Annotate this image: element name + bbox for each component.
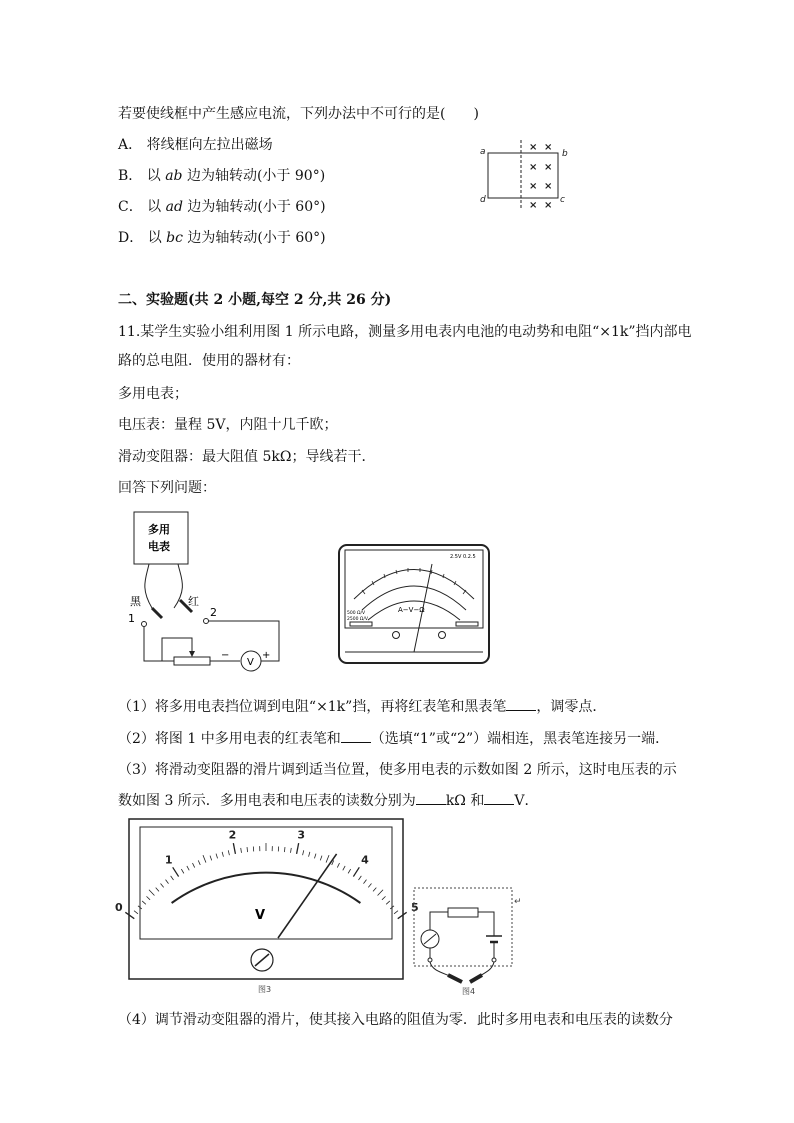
option-a: [118, 135, 273, 155]
option-text: 以: [147, 230, 167, 246]
question-11-stem-line1: 11.某学生实验小组利用图 1 所示电路，测量多用电表内电池的电动势和电阻“×1k”挡内部电: [118, 324, 692, 340]
option-d: [118, 228, 326, 248]
answer-prompt: 回答下列问题：: [118, 480, 216, 496]
jack: [428, 958, 432, 962]
option-text: 以: [147, 199, 166, 215]
probe: [470, 975, 482, 982]
slider-arrow: [189, 651, 195, 657]
scale-label: A−V−Ω: [398, 606, 425, 614]
terminal-1: [142, 622, 147, 627]
voltmeter-tick: [247, 847, 248, 852]
rheostat: [174, 657, 210, 665]
multimeter-label-1: 多用: [148, 523, 170, 536]
field-mark: ×: [544, 142, 553, 153]
option-text: 边为轴转动(小于 60°): [182, 230, 326, 246]
multimeter-label-2: 电表: [148, 540, 170, 553]
sub-question-text: （选填“1”或“2”）端相连，黑表笔连接另一端．: [370, 731, 670, 747]
mirror-strip: [456, 622, 478, 626]
figure-4-internal-circuit: [410, 886, 528, 998]
coil-field-figure: [478, 138, 578, 212]
option-letter: D．: [118, 230, 144, 246]
internal-resistor: [448, 908, 478, 917]
option-axis: bc: [166, 230, 183, 246]
test-lead: [430, 962, 450, 976]
sensitivity-label-1: 500 Ω/V: [347, 611, 366, 616]
voltmeter-tick-label: 4: [361, 853, 369, 867]
range-mark: 2.5V 0.2.5: [450, 554, 476, 560]
black-probe: [152, 608, 162, 618]
option-b: [118, 166, 325, 186]
sub-question-2: [118, 728, 669, 749]
sub-question-4-line1: （4）调节滑动变阻器的滑片，使其接入电路的阻值为零．此时多用电表和电压表的读数分: [118, 1012, 673, 1028]
wire: [144, 627, 174, 661]
voltmeter-tick-label: 5: [410, 901, 419, 915]
option-text: 将线框向左拉出磁场: [146, 137, 273, 153]
mirror-strip: [350, 622, 372, 626]
figure-3-caption: 图3: [258, 985, 272, 994]
voltmeter-minus: −: [221, 650, 230, 661]
wire: [478, 912, 494, 936]
voltmeter-tick-label: 0: [115, 901, 123, 915]
sub-question-text: V．: [514, 793, 539, 809]
voltmeter-label: V: [247, 657, 254, 668]
adjust-screw: [393, 632, 400, 639]
sub-question-3-line2: [118, 790, 538, 811]
answer-blank: [341, 728, 371, 743]
field-mark: ×: [544, 162, 553, 173]
sub-question-1: [118, 696, 606, 717]
terminal-2-label: 2: [210, 606, 217, 619]
question-11-stem-line2: 路的总电阻．使用的器材有：: [118, 353, 300, 369]
dashed-enclosure: [414, 888, 512, 966]
test-lead: [480, 962, 494, 976]
option-letter: B．: [118, 168, 143, 184]
voltmeter-tick-label: 2: [228, 828, 237, 842]
equipment-1: 多用电表；: [118, 386, 188, 402]
figure-4-caption: 图4: [462, 987, 476, 996]
return-mark: ↵: [514, 897, 522, 907]
voltmeter-tick-label: 3: [297, 828, 306, 842]
field-mark: ×: [529, 162, 538, 173]
vertex-d: d: [480, 195, 486, 205]
figure-1-circuit: [118, 508, 293, 678]
field-mark: ×: [529, 142, 538, 153]
wire: [430, 912, 448, 930]
figure-3-voltmeter: [115, 818, 419, 996]
voltmeter-tick-label: 1: [164, 853, 173, 867]
voltmeter-tick: [284, 847, 285, 852]
field-mark: ×: [529, 200, 538, 211]
answer-blank: [484, 790, 514, 805]
voltmeter-plus: +: [262, 650, 271, 661]
vertex-c: c: [560, 195, 565, 205]
section-heading: 二、实验题(共 2 小题,每空 2 分,共 26 分): [118, 292, 392, 308]
option-axis: ad: [165, 199, 183, 215]
answer-blank: [416, 790, 446, 805]
red-label: 红: [188, 595, 199, 608]
option-axis: ab: [165, 168, 183, 184]
sensitivity-label-2: 2500 Ω/V: [347, 617, 368, 622]
field-mark: ×: [529, 181, 538, 192]
option-c: [118, 197, 326, 217]
equipment-2: 电压表：量程 5V，内阻十几千欧；: [118, 417, 338, 433]
voltmeter-unit: V: [255, 908, 266, 923]
equipment-3: 滑动变阻器：最大阻值 5kΩ；导线若干．: [118, 449, 376, 465]
field-mark: ×: [544, 200, 553, 211]
sub-question-text: （1）将多用电表挡位调到电阻“×1k”挡，再将红表笔和黑表笔: [118, 699, 507, 715]
option-letter: C．: [118, 199, 143, 215]
answer-blank: [506, 696, 536, 711]
sub-question-text: kΩ 和: [445, 793, 485, 809]
option-text: 边为轴转动(小于 90°): [182, 168, 326, 184]
figure-2-multimeter-dial: [338, 544, 490, 668]
vertex-a: a: [480, 147, 486, 157]
option-text: 以: [146, 168, 166, 184]
jack: [492, 958, 496, 962]
terminal-1-label: 1: [128, 612, 135, 625]
black-label: 黑: [130, 595, 141, 608]
terminal-2: [204, 619, 209, 624]
sub-question-3-line1: （3）将滑动变阻器的滑片调到适当位置，使多用电表的示数如图 2 所示，这时电压表的示: [118, 762, 677, 778]
field-mark: ×: [544, 181, 553, 192]
question-10-stem: 若要使线框中产生感应电流，下列办法中不可行的是( ): [118, 106, 479, 122]
probe: [448, 975, 462, 982]
option-text: 边为轴转动(小于 60°): [182, 199, 326, 215]
black-lead: [145, 564, 152, 608]
sub-question-text: 数如图 3 所示．多用电表和电压表的读数分别为: [118, 793, 416, 809]
vertex-b: b: [562, 149, 568, 159]
option-letter: A．: [118, 137, 143, 153]
sub-question-text: （2）将图 1 中多用电表的红表笔和: [118, 731, 341, 747]
sub-question-text: ，调零点．: [536, 699, 607, 715]
multimeter-box: [134, 512, 188, 564]
adjust-screw: [439, 632, 446, 639]
